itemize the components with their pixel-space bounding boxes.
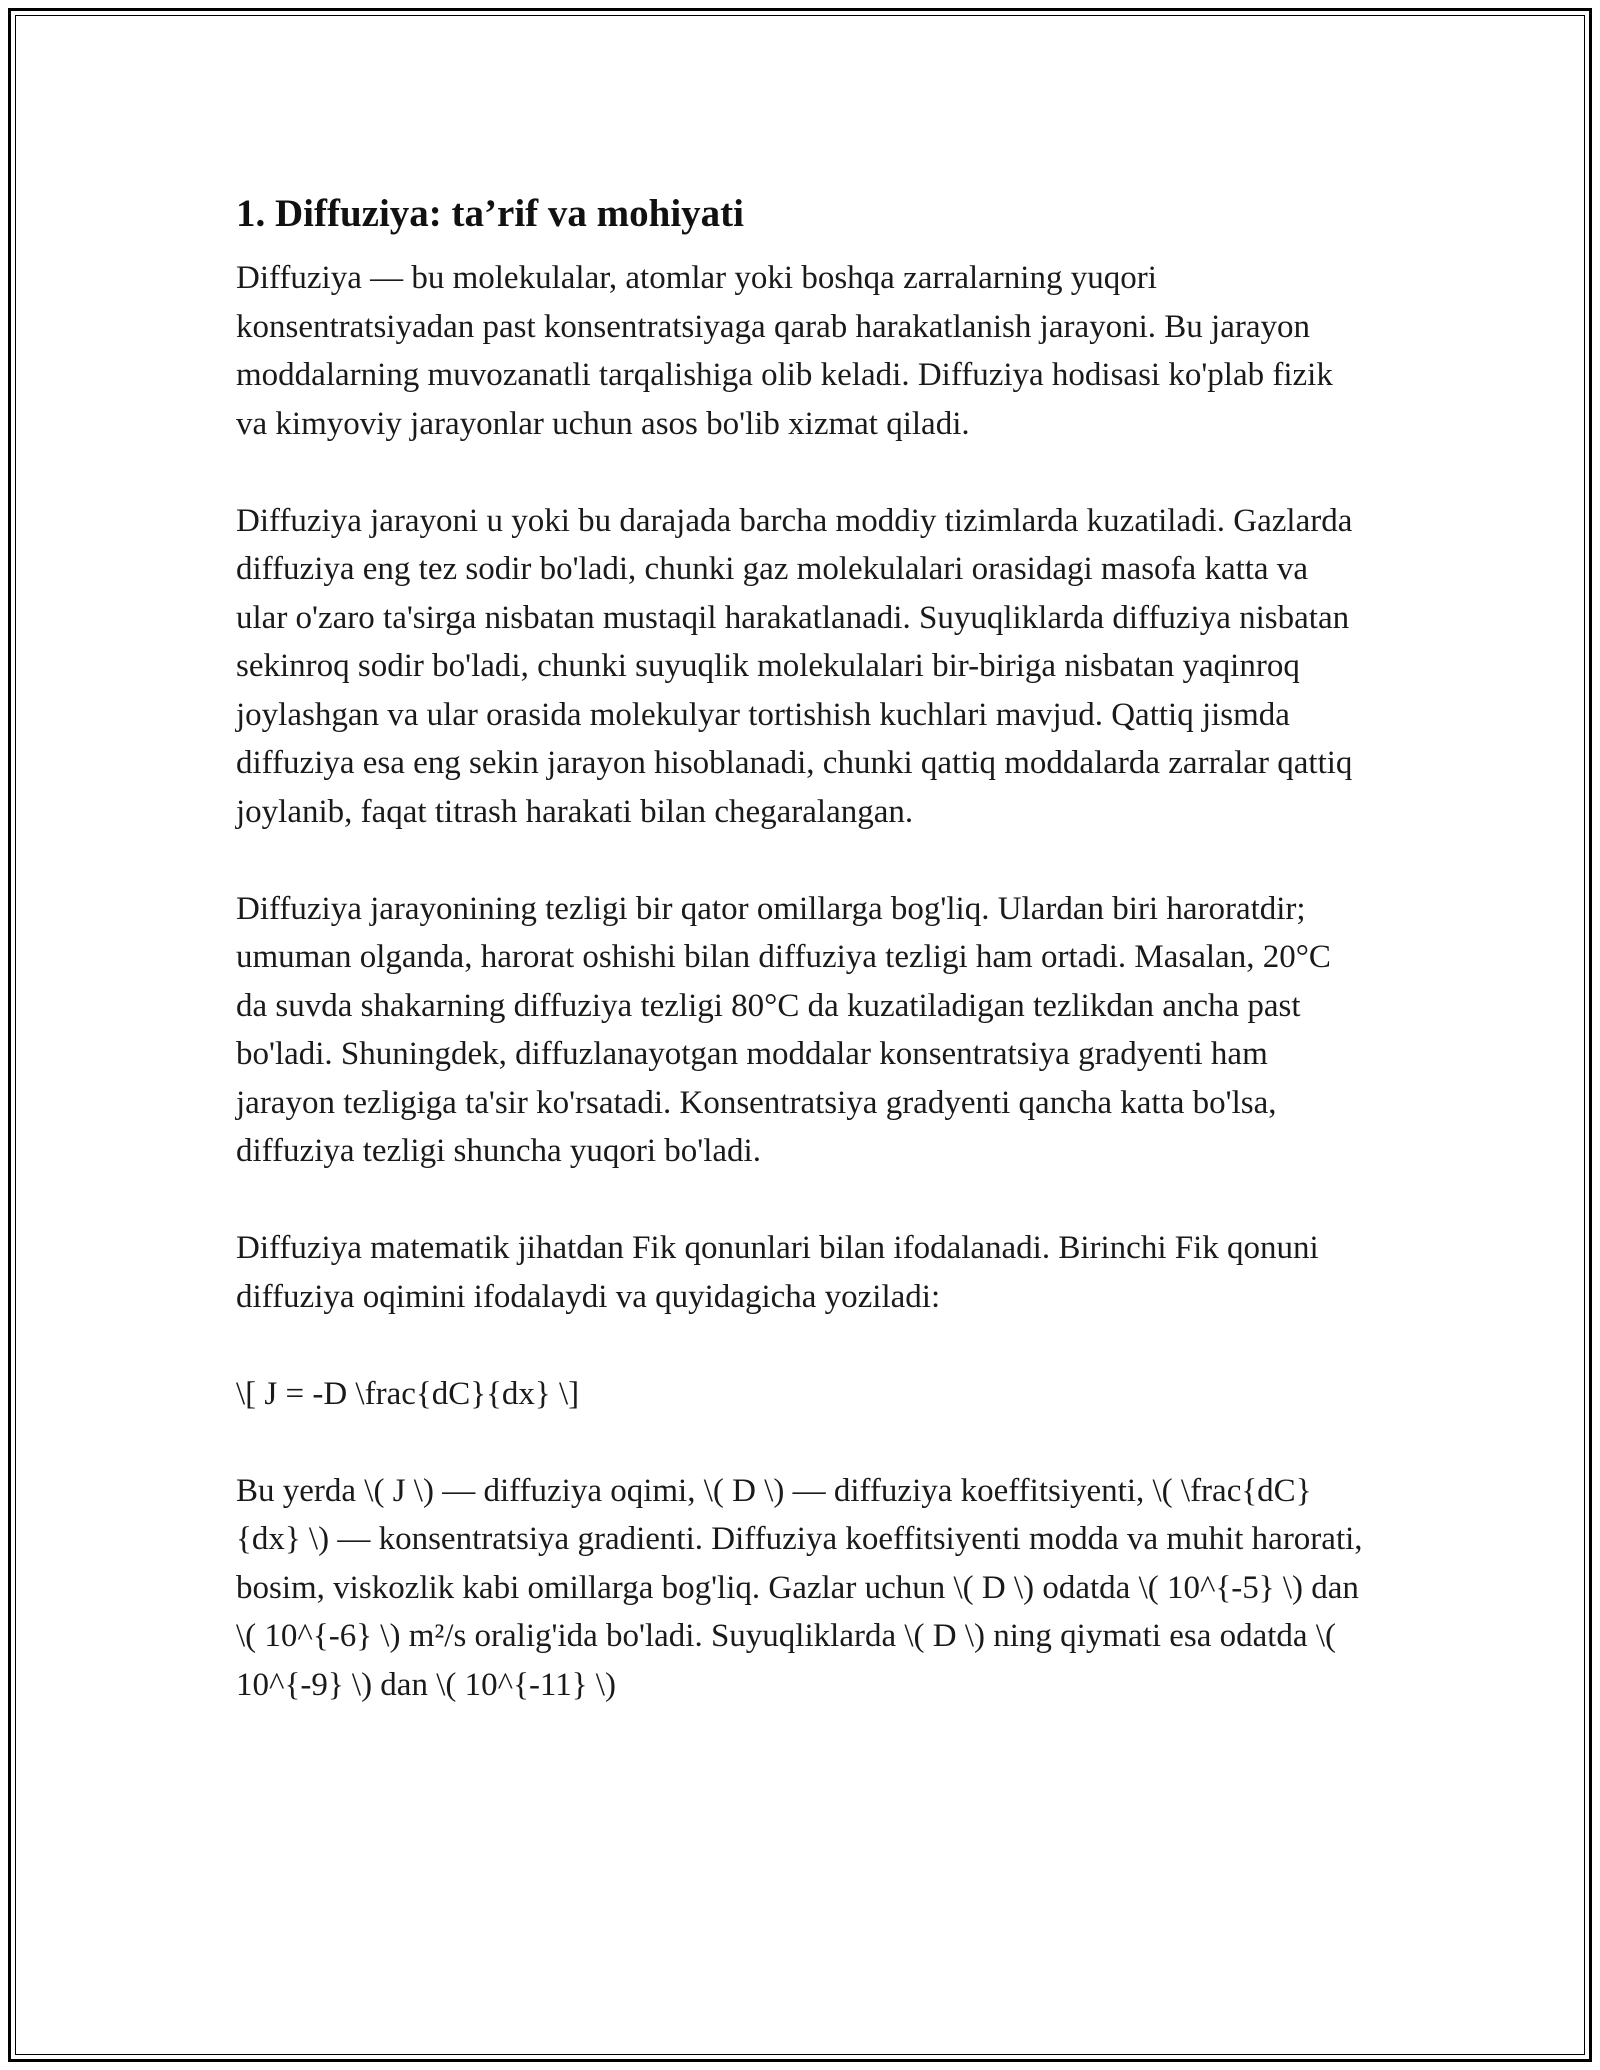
- paragraph-fick-intro: Diffuziya matematik jihatdan Fik qonunlari bilan ifodalanadi. Birinchi Fik qonuni diffuziya oqimini ifodalaydi va quyidagicha yoziladi:: [236, 1230, 1319, 1315]
- section-heading: 1. Diffuziya: ta’rif va mohiyati: [236, 192, 744, 235]
- paragraph-states-of-matter: Diffuziya jarayoni u yoki bu darajada barcha moddiy tizimlarda kuzatiladi. Gazlarda diffuziya eng tez sodir bo'ladi, chunki gaz molekulalari orasidagi masofa katta va ular o'zaro ta'sirga nisbatan mustaqil harakatlanadi. Suyuqliklarda diffuziya nisbatan sekinroq sodir bo'ladi, chunki suyuqlik molekulalari bir-biriga nisbatan yaqinroq joylashgan va ular orasida molekulyar tortishish kuchlari mavjud. Qattiq jismda diffuziya esa eng sekin jarayon hisoblanadi, chunki qattiq moddalarda zarralar qattiq joylanib, faqat titrash harakati bilan chegaralangan.: [236, 502, 1353, 830]
- document-body: [236, 186, 1366, 1758]
- paragraph-definition: Diffuziya — bu molekulalar, atomlar yoki boshqa zarralarning yuqori konsentratsiyadan past konsentratsiyaga qarab harakatlanish jarayoni. Bu jarayon moddalarning muvozanatli tarqalishiga olib keladi. Diffuziya hodisasi ko'plab fizik va kimyoviy jarayonlar uchun asos bo'lib xizmat qiladi.: [236, 260, 1333, 442]
- paragraph-coefficient: Bu yerda \( J \) — diffuziya oqimi, \( D \) — diffuziya koeffitsiyenti, \( \frac{dC}{dx} \) — konsentratsiya gradienti. Diffuziya koeffitsiyenti modda va muhit harorati, bosim, viskozlik kabi omillarga bog'liq. Gazlar uchun \( D \) odatda \( 10^{-5} \) dan \( 10^{-6} \) m²/s oralig'ida bo'ladi. Suyuqliklarda \( D \) ning qiymati esa odatda \( 10^{-9} \) dan \( 10^{-11} \): [236, 1472, 1363, 1703]
- formula-fick-first-law: \[ J = -D \frac{dC}{dx} \]: [236, 1375, 580, 1412]
- paragraph-rate-factors: Diffuziya jarayonining tezligi bir qator omillarga bog'liq. Ulardan biri haroratdir; umuman olganda, harorat oshishi bilan diffuziya tezligi ham ortadi. Masalan, 20°C da suvda shakarning diffuziya tezligi 80°C da kuzatiladigan tezlikdan ancha past bo'ladi. Shuningdek, diffuzlanayotgan moddalar konsentratsiya gradyenti ham jarayon tezligiga ta'sir ko'rsatadi. Konsentratsiya gradyenti qancha katta bo'lsa, diffuziya tezligi shuncha yuqori bo'ladi.: [236, 890, 1331, 1169]
